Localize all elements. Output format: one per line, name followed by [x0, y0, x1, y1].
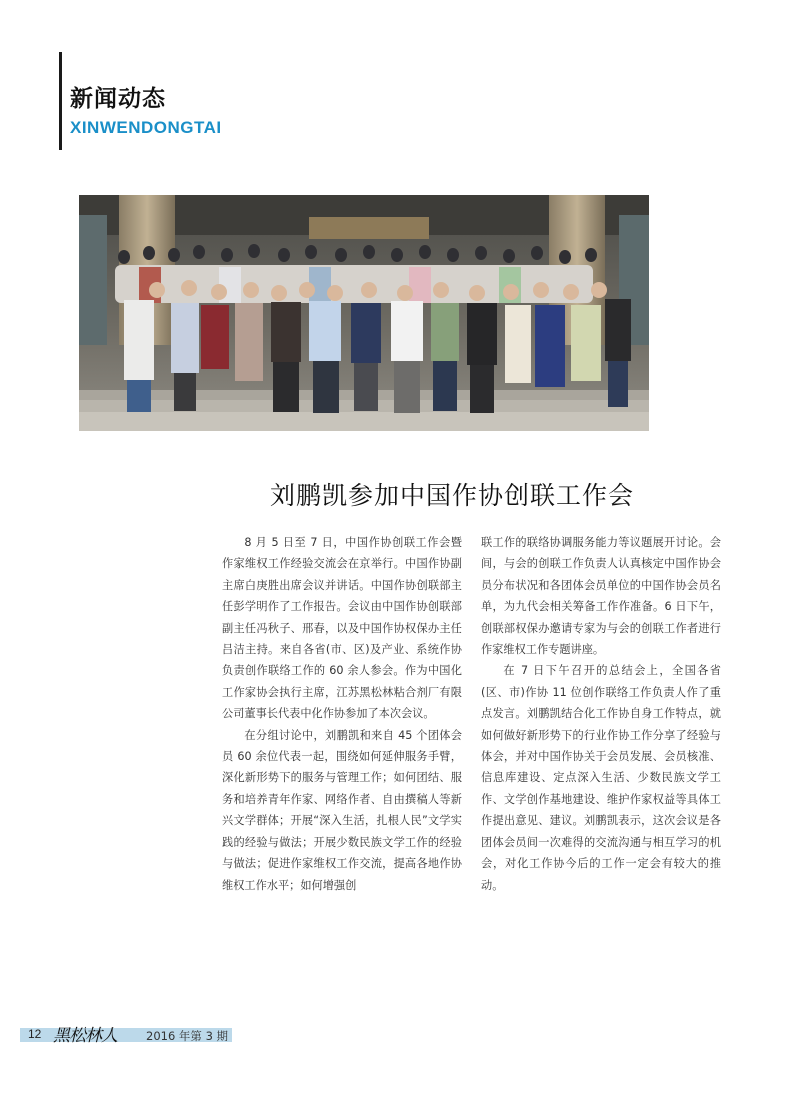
- paragraph: 在分组讨论中，刘鹏凯和来自 45 个团体会员 60 余位代表一起，围绕如何延伸服务手臂，深化新形势下的服务与管理工作；如何团结、服务和培养青年作家、网络作者、自由撰稿人等新兴文学群体；开展“深入生活，扎根人民”文学实践的经验与做法；开展少数民族文学工作的经验与做法；促进作家维权工作交流，提高各地作协维权工作水平；如何增强创: [222, 728, 462, 892]
- group-photo-illustration: [79, 195, 649, 431]
- article-column-left: [222, 532, 462, 896]
- paragraph: 联工作的联络协调服务能力等议题展开讨论。会间，与会的创联工作负责人认真核定中国作协会员分布状况和各团体会员单位的中国作协会员名单，为九代会相关筹备工作作准备。6 日下午，创联部权保办邀请专家为与会的创联工作者进行作家维权工作专题讲座。: [481, 536, 721, 657]
- article-headline: 刘鹏凯参加中国作协创联工作会: [270, 481, 635, 510]
- issue-label: 2016 年第 3 期: [146, 1029, 229, 1043]
- paragraph: 在 7 日下午召开的总结会上，全国各省(区、市)作协 11 位创作联络工作负责人作了重点发言。刘鹏凯结合化工作协自身工作特点，就如何做好新形势下的行业作协工作分享了经验与体会，并对中国作协关于会员发展、会员核准、信息库建设、定点深入生活、少数民族文学工作、文学创作基地建设、维护作家权益等具体工作提出意见、建议。刘鹏凯表示，这次会议是各团体会员间一次难得的交流沟通与相互学习的机会，对化工作协今后的工作一定会有较大的推动。: [481, 664, 721, 892]
- article-column-right: [481, 532, 721, 896]
- paragraph: 8 月 5 日至 7 日，中国作协创联工作会暨作家维权工作经验交流会在京举行。中国作协副主席白庚胜出席会议并讲话。中国作协创联部主任彭学明作了工作报告。会议由中国作协创联部副主任冯秋子、邢春，以及中国作协权保办主任吕洁主持。来自各省(市、区)及产业、系统作协负责创作联络工作的 60 余人参会。作为中国化工作家协会执行主席，江苏黑松林粘合剂厂有限公司董事长代表中化作协参加了本次会议。: [222, 536, 462, 721]
- section-marker-bar: [59, 52, 62, 150]
- section-title: 新闻动态: [70, 86, 166, 112]
- page-number: 12: [28, 1027, 42, 1041]
- group-photo: [79, 195, 649, 431]
- section-subtitle: XINWENDONGTAI: [70, 118, 222, 137]
- magazine-logo: 黑松林人: [53, 1026, 117, 1046]
